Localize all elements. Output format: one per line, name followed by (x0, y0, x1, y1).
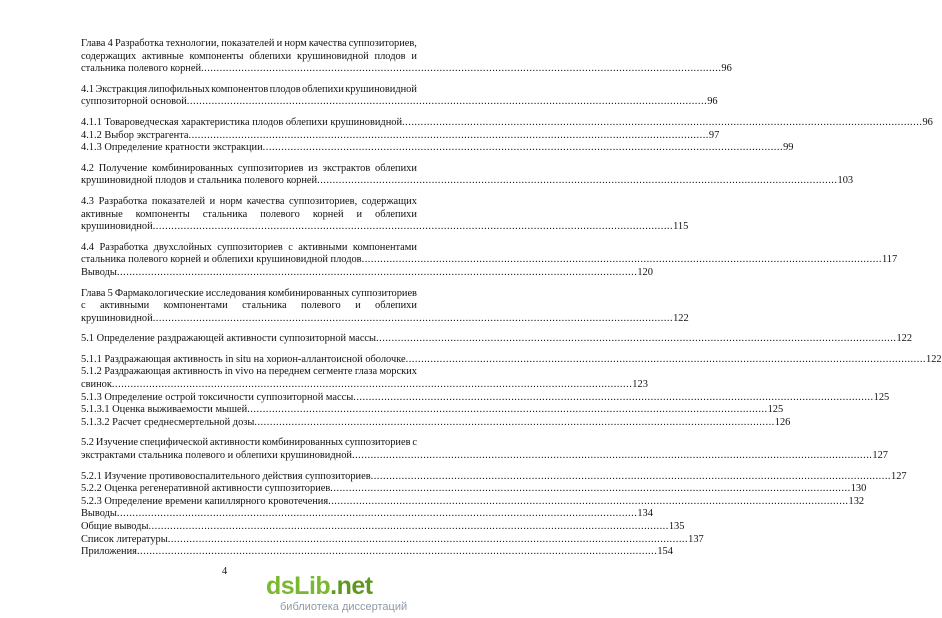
toc-leader-dots (117, 508, 637, 521)
toc-word: компоненты (135, 208, 190, 220)
toc-entry-title: суппозиторной основой (81, 96, 187, 108)
toc-word: Экстракция (95, 83, 148, 95)
toc-entry-refs[interactable] (81, 533, 704, 547)
toc-entry-page: 154 (657, 546, 673, 558)
toc-word: технологии, (165, 38, 220, 49)
toc-word: плодов (269, 83, 301, 95)
toc-entry-title: Список литературы (81, 533, 168, 545)
toc-leader-dots (137, 546, 657, 559)
toc-leader-dots (362, 254, 882, 267)
toc-word: компоненты (189, 50, 244, 62)
toc-word: и (355, 300, 361, 312)
toc-entry-line (81, 38, 417, 51)
toc-word: 4.3 (81, 195, 94, 207)
toc-word: облепихи (302, 83, 344, 95)
toc-leader-dots (352, 450, 872, 463)
toc-word: показателей (221, 38, 275, 49)
toc-entry-last-line (81, 470, 907, 484)
toc-entry-last-line (81, 175, 854, 188)
toc-leader-dots (153, 313, 673, 326)
toc-word: и (276, 38, 283, 49)
toc-word: плодов (374, 50, 406, 62)
toc-word: активные (141, 50, 184, 62)
toc-entry-page: 137 (688, 533, 704, 545)
toc-entry-title: свинок (81, 379, 112, 391)
toc-word: 5 (107, 287, 113, 299)
toc-entry-s51[interactable] (81, 333, 913, 346)
toc-entry-last-line (81, 450, 888, 463)
toc-word: стальника (202, 208, 248, 220)
toc-entry-title: 5.1.3.1 Оценка выживаемости мышей (81, 404, 248, 416)
toc-leader-dots (201, 63, 721, 76)
toc-entry-last-line (81, 546, 673, 559)
toc-entry-page: 120 (637, 266, 653, 278)
toc-word: двухслойных (153, 241, 212, 253)
toc-entry-ch5[interactable] (81, 287, 689, 326)
toc-entry-last-line (81, 129, 720, 143)
toc-entry-s42[interactable] (81, 162, 854, 188)
toc-entry-page: 126 (774, 416, 791, 428)
toc-leader-dots (406, 354, 926, 367)
toc-word: и (356, 208, 363, 220)
toc-word: суппозиториев, (289, 195, 358, 207)
toc-entry-title: 5.1.1 Раздражающая активность in situ на хорион-аллантоисной оболочке (81, 353, 406, 365)
toc-entry-title: 5.2.3 Определение времени капиллярного кровотечения (81, 495, 329, 507)
toc-leader-dots (168, 534, 688, 547)
toc-word: норм (284, 38, 307, 49)
toc-entry-title: 4.1.2 Выбор экстрагента (81, 129, 189, 141)
toc-word: суппозиториев, (348, 38, 417, 49)
toc-entry-last-line (81, 533, 704, 547)
toc-entry-page: 122 (673, 312, 689, 324)
toc-word: Изучение (95, 437, 138, 449)
toc-entry-last-line (81, 312, 689, 326)
toc-leader-dots (402, 117, 922, 130)
toc-word: с (412, 437, 417, 449)
toc-entry-gen[interactable] (81, 521, 685, 534)
toc-entry-page: 123 (632, 379, 648, 391)
toc-word: из (308, 162, 318, 174)
toc-entry-title: 5.2.1 Изучение противовоспалительного действия суппозиториев (81, 470, 371, 482)
toc-entry-s5132[interactable] (81, 416, 791, 430)
toc-word: 4.4 (81, 241, 94, 253)
toc-word: облепихи (375, 300, 417, 312)
toc-entry-line (81, 242, 417, 255)
toc-leader-dots (148, 521, 668, 534)
toc-word: крушиновидной (345, 83, 417, 95)
toc-entry-s513[interactable] (81, 391, 890, 405)
toc-entry-s43[interactable] (81, 195, 689, 234)
toc-entry-s523[interactable] (81, 495, 865, 509)
toc-word: активность (172, 366, 223, 378)
toc-entry-page: 103 (837, 175, 854, 187)
toc-leader-dots (328, 496, 848, 509)
toc-word: Фармакологические (114, 287, 204, 299)
toc-entry-title: 5.1 Определение раздражающей активности суппозиторной массы (81, 333, 377, 345)
toc-word: Глава (81, 287, 106, 299)
toc-entry-page: 125 (873, 391, 890, 403)
toc-entry-title: Выводы (81, 508, 117, 520)
toc-word: корней (312, 208, 344, 220)
toc-leader-dots (247, 404, 767, 417)
toc-word: компонентами (163, 300, 228, 312)
toc-word: норм (219, 195, 243, 207)
toc-entry-s412[interactable] (81, 129, 720, 143)
toc-word: Получение (98, 162, 148, 174)
toc-word: стальника (242, 300, 287, 312)
toc-word: 4 (107, 38, 113, 49)
toc-word: с (81, 300, 86, 312)
toc-entry-c5[interactable] (81, 508, 653, 521)
page-number: 4 (222, 566, 228, 577)
toc-entry-last-line (81, 333, 913, 346)
toc-entry-title: Общие выводы (81, 521, 149, 532)
toc-word: Глава (81, 38, 106, 49)
toc-entry-title: 4.1.1 Товароведческая характеристика плодов облепихи крушиновидной (81, 116, 403, 128)
toc-entry-page: 96 (707, 96, 718, 108)
toc-entry-last-line (81, 96, 718, 109)
toc-word: качества (308, 38, 347, 49)
toc-entry-title: Выводы (81, 266, 117, 278)
toc-entry-s521[interactable] (81, 470, 907, 484)
toc-entry-page: 97 (708, 129, 720, 141)
watermark-logo (266, 572, 373, 601)
toc-word: активными (298, 241, 348, 253)
toc-word: исследования (205, 287, 266, 299)
toc-leader-dots (317, 175, 837, 188)
toc-entry-s411[interactable] (81, 116, 933, 130)
toc-word: активными (100, 300, 150, 312)
toc-leader-dots (330, 483, 850, 496)
toc-entry-page: 127 (891, 470, 907, 482)
toc-word: глаза (354, 366, 378, 378)
toc-word: на (256, 366, 267, 378)
toc-entry-s41[interactable] (81, 83, 718, 109)
toc-leader-dots (371, 471, 891, 484)
toc-entry-line (81, 163, 417, 176)
toc-word: и (209, 195, 216, 207)
toc-entry-line (81, 196, 417, 209)
toc-word: содержащих (81, 50, 137, 62)
toc-entry-s522[interactable] (81, 483, 867, 496)
toc-leader-dots (112, 379, 632, 392)
toc-entry-last-line (81, 495, 865, 509)
toc-entry-last-line (81, 508, 653, 521)
toc-word: полевого (260, 208, 300, 220)
toc-word: морских (379, 366, 417, 378)
toc-entry-page: 96 (922, 116, 933, 128)
toc-entry-last-line (81, 353, 942, 367)
toc-leader-dots (263, 142, 783, 155)
toc-word: Раздражающая (104, 366, 171, 378)
toc-entry-page: 127 (872, 450, 888, 462)
toc-word: 5.1.2 (81, 366, 102, 378)
toc-word: Разработка (114, 38, 164, 49)
toc-entry-title: 5.2.2 Оценка регенеративной активности суппозиториев (81, 483, 331, 495)
toc-entry-title: стальника полевого корней (81, 63, 202, 75)
toc-entry-title: крушиновидной (81, 312, 153, 324)
toc-leader-dots (117, 267, 637, 280)
toc-entry-line (81, 209, 417, 222)
toc-word: экстрактов (322, 162, 371, 174)
toc-entry-app[interactable] (81, 546, 673, 559)
toc-entry-line (81, 84, 417, 97)
toc-leader-dots (187, 96, 707, 109)
toc-word: сегменте (313, 366, 353, 378)
toc-entry-page: 135 (668, 521, 685, 532)
toc-entry-s511[interactable] (81, 353, 942, 367)
toc-entry-line (81, 300, 417, 313)
toc-entry-page: 122 (926, 353, 942, 365)
toc-entry-page: 132 (848, 495, 865, 507)
toc-word: специфической (139, 437, 209, 449)
watermark-logo-main: dsLib (266, 572, 331, 600)
toc-entry-title: 4.1.3 Определение кратности экстракции (81, 142, 263, 154)
toc-entry-line (81, 51, 417, 64)
toc-entry-line (81, 437, 417, 450)
toc-leader-dots (376, 333, 896, 346)
toc-entry-title: 5.1.3.2 Расчет среднесмертельной дозы (81, 416, 255, 428)
toc-entry-s52[interactable] (81, 437, 888, 462)
toc-entry-title: стальника полевого корней и облепихи крушиновидной плодов (81, 254, 362, 266)
toc-word: переднем (268, 366, 311, 378)
toc-word: vivo (235, 366, 254, 378)
toc-word: 5.2 (81, 437, 94, 449)
toc-word: полевого (301, 300, 341, 312)
toc-leader-dots (188, 130, 708, 143)
toc-entry-s512[interactable] (81, 366, 648, 391)
toc-word: липофильных (148, 83, 210, 95)
toc-entry-last-line (81, 142, 794, 155)
toc-entry-last-line (81, 379, 648, 392)
toc-word: активные (81, 208, 123, 220)
toc-entry-title: экстрактами стальника полевого и облепихи крушиновидной (81, 450, 352, 462)
toc-word: облепихи (249, 50, 292, 62)
toc-word: 4.2 (81, 162, 94, 174)
toc-word: суппозиториев (351, 287, 417, 299)
toc-word: с (288, 241, 293, 253)
toc-entry-page: 130 (850, 483, 867, 495)
toc-word: и (411, 50, 417, 62)
toc-entry-ch4[interactable] (81, 38, 732, 76)
toc-word: комбинированных (151, 162, 234, 174)
toc-entry-page: 134 (637, 508, 653, 520)
toc-entry-last-line (81, 416, 791, 430)
toc-leader-dots (254, 417, 774, 430)
toc-entry-s413[interactable] (81, 142, 794, 155)
toc-word: активности (209, 437, 261, 449)
toc-entry-last-line (81, 521, 685, 534)
toc-entry-title: крушиновидной плодов и стальника полевого корней (81, 175, 318, 187)
toc-word: 4.1 (81, 83, 94, 95)
toc-entry-page: 125 (767, 404, 784, 416)
toc-entry-line (81, 366, 417, 379)
toc-entry-title: 5.1.3 Определение острой токсичности суппозиторной массы (81, 391, 354, 403)
toc-word: показателей (151, 195, 206, 207)
toc-word: суппозиториев (237, 162, 304, 174)
toc-word: крушиновидной (297, 50, 369, 62)
toc-entry-last-line (81, 391, 890, 405)
toc-entry-last-line (81, 483, 867, 496)
toc-word: суппозиториев (217, 241, 283, 253)
toc-word: комбинированных (268, 287, 350, 299)
table-of-contents (81, 38, 942, 559)
toc-entry-last-line (81, 254, 898, 267)
toc-word: суппозиториев (344, 437, 411, 449)
toc-entry-last-line (81, 266, 653, 280)
toc-word: компонентами (352, 241, 417, 253)
watermark-logo-tld: .net (330, 572, 373, 600)
toc-word: облепихи (375, 208, 417, 220)
toc-entry-page: 122 (896, 333, 913, 345)
toc-entry-page: 96 (721, 63, 732, 75)
toc-entry-last-line (81, 221, 689, 234)
watermark-subtitle: библиотека диссертаций (280, 601, 408, 613)
toc-word: облепихи (375, 162, 417, 174)
toc-entry-s44[interactable] (81, 241, 898, 267)
toc-word: содержащих (361, 195, 417, 207)
watermark[interactable] (266, 572, 444, 614)
toc-entry-page: 99 (783, 142, 794, 154)
toc-word: качества (246, 195, 285, 207)
toc-entry-page: 115 (673, 221, 689, 233)
toc-entry-s5131[interactable] (81, 404, 784, 417)
toc-word: комбинированных (261, 437, 344, 449)
toc-entry-title: Приложения (81, 546, 137, 558)
toc-entry-last-line (81, 63, 732, 76)
toc-word: Разработка (98, 195, 148, 207)
toc-word: in (224, 366, 233, 378)
toc-leader-dots (153, 221, 673, 234)
toc-entry-c4[interactable] (81, 266, 653, 280)
toc-word: компонентов (211, 83, 269, 95)
toc-entry-last-line (81, 116, 933, 130)
toc-entry-line (81, 288, 417, 301)
toc-word: Разработка (99, 241, 149, 253)
toc-leader-dots (353, 392, 873, 405)
toc-entry-page: 117 (882, 254, 898, 266)
toc-entry-title: крушиновидной (81, 221, 153, 233)
toc-entry-last-line (81, 404, 784, 417)
